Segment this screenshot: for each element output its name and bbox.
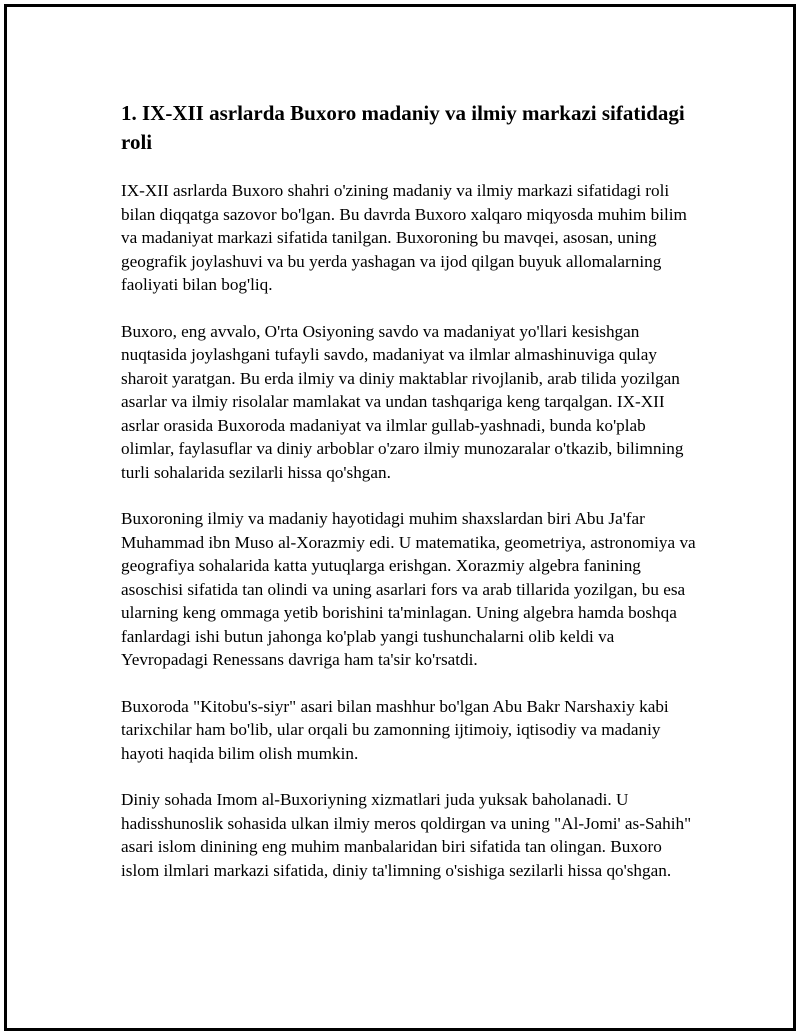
paragraph-trade-routes: Buxoro, eng avvalo, O'rta Osiyoning savdo va madaniyat yo'llari kesishgan nuqtasida joylashgani tufayli savdo, madaniyat va ilmlar almashinuviga qulay sharoit yaratgan. Bu erda ilmiy va diniy maktablar rivojlanib, arab tilida yozilgan asarlar va ilmiy risolalar mamlakat va undan tashqariga keng tarqalgan. IX-XII asrlar orasida Buxoroda madaniyat va ilmlar gullab-yashnadi, bunda ko'plab olimlar, faylasuflar va diniy arboblar o'zaro ilmiy munozaralar o'tkazib, bilimning turli sohalarida sezilarli hissa qo'shgan. bbox=[121, 321, 684, 482]
paragraph-al-bukhari: Diniy sohada Imom al-Buxoriyning xizmatlari juda yuksak baholanadi. U hadisshunoslik sohasida ulkan ilmiy meros qoldirgan va uning "Al-Jomi' as-Sahih" asari islom dinining eng muhim manbalaridan biri sifatida tan olingan. Buxoro islom ilmlari markazi sifatida, diniy ta'limning o'sishiga sezilarli hissa qo'shgan. bbox=[121, 790, 692, 880]
document-title: 1. IX-XII asrlarda Buxoro madaniy va ilmiy markazi sifatidagi roli bbox=[121, 101, 685, 154]
document-body bbox=[121, 99, 701, 905]
page-frame bbox=[4, 4, 796, 1031]
paragraph-al-khwarizmi: Buxoroning ilmiy va madaniy hayotidagi muhim shaxslardan biri Abu Ja'far Muhammad ibn Muso al-Xorazmiy edi. U matematika, geometriya, astronomiya va geografiya sohalarida katta yutuqlarga erishgan. Xorazmiy algebra fanining asoschisi sifatida tan olindi va uning asarlari fors va arab tillarida yozilgan, bu esa ularning keng ommaga yetib borishini ta'minlagan. Uning algebra hamda boshqa fanlardagi ishi butun jahonga ko'plab yangi tushunchalarni olib keldi va Yevropadagi Renessans davriga ham ta'sir ko'rsatdi. bbox=[121, 509, 696, 669]
paragraph-intro: IX-XII asrlarda Buxoro shahri o'zining madaniy va ilmiy markazi sifatidagi roli bilan diqqatga sazovor bo'lgan. Bu davrda Buxoro xalqaro miqyosda muhim bilim va madaniyat markazi sifatida tanilgan. Buxoroning bu mavqei, asosan, uning geografik joylashuvi va bu yerda yashagan va ijod qilgan buyuk allomalarning faoliyati bilan bog'liq. bbox=[121, 181, 687, 294]
paragraph-narshakhi: Buxoroda "Kitobu's-siyr" asari bilan mashhur bo'lgan Abu Bakr Narshaxiy kabi tarixchilar ham bo'lib, ular orqali bu zamonning ijtimoiy, iqtisodiy va madaniy hayoti haqida bilim olish mumkin. bbox=[121, 696, 669, 763]
